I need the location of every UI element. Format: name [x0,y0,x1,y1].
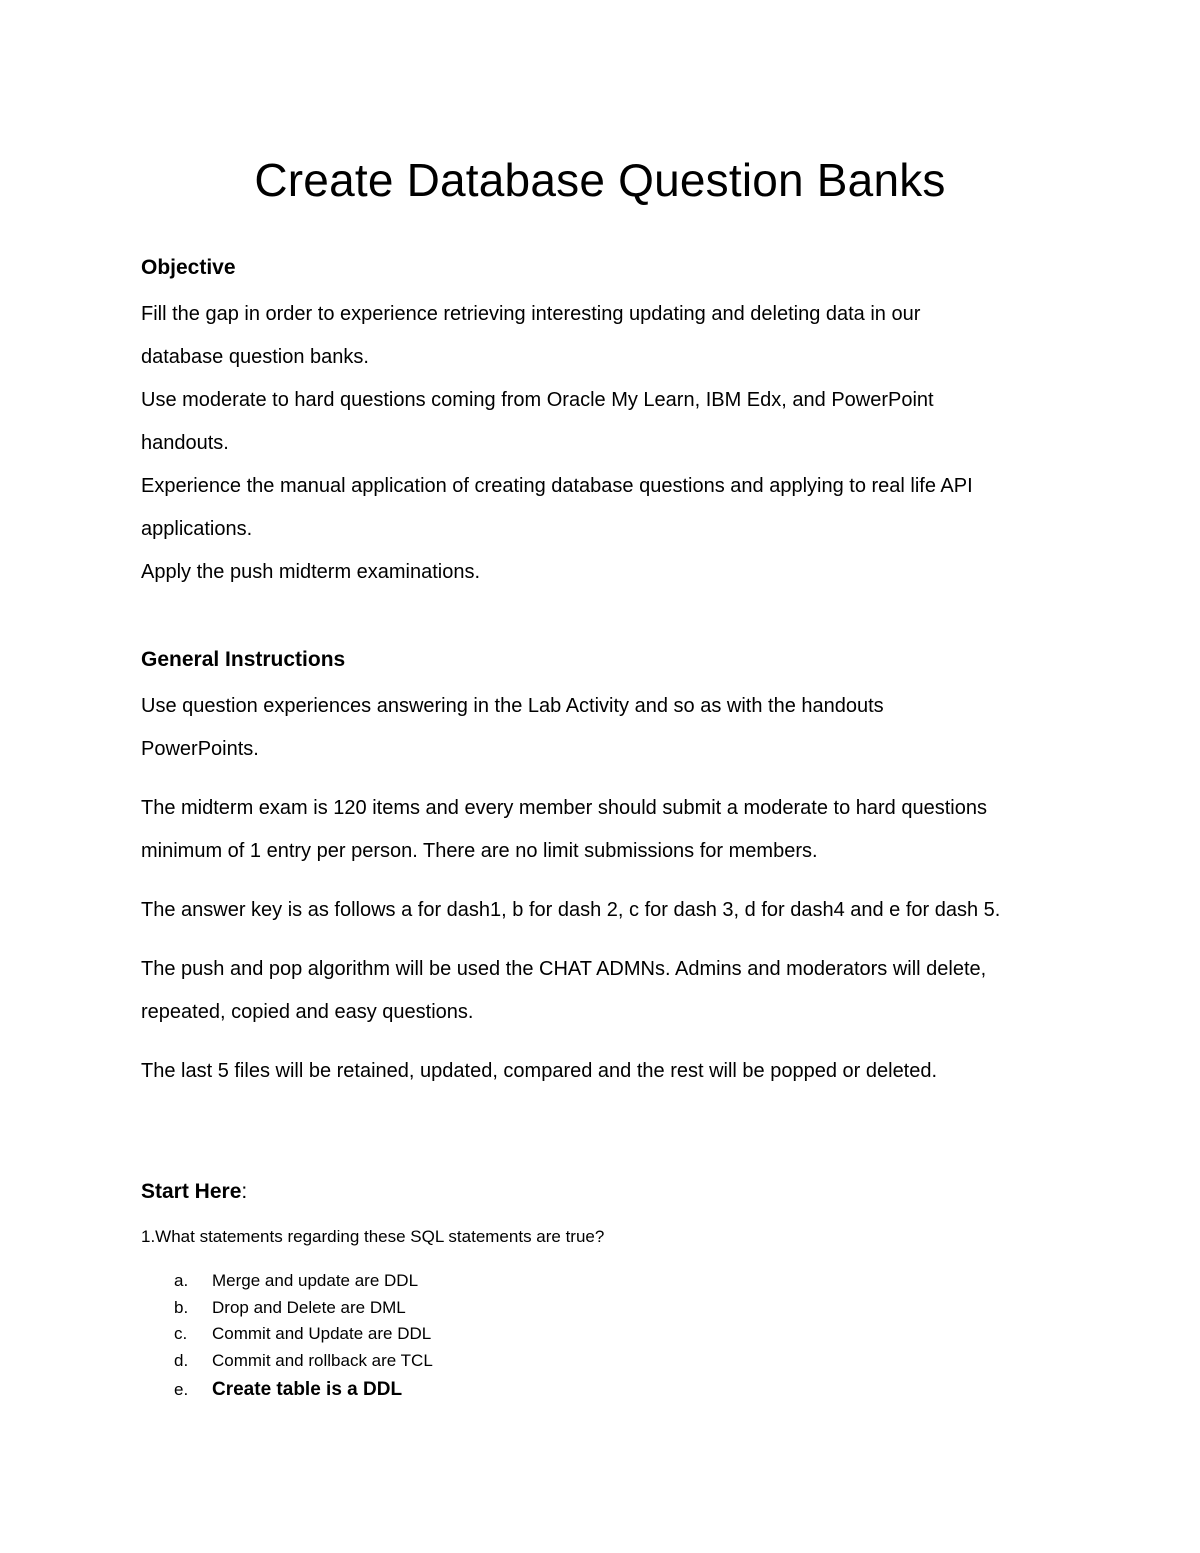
option-letter: d. [174,1351,189,1371]
answer-option [174,1348,433,1375]
objective-heading: Objective [141,256,236,279]
answer-options-list [174,1268,433,1405]
objective-line: applications. [141,518,253,540]
question-text: 1.What statements regarding these SQL statements are true? [141,1227,605,1246]
option-letter: b. [174,1297,189,1317]
option-letter: a. [174,1271,189,1290]
answer-option [174,1268,433,1295]
option-text: Merge and update are DDL [212,1271,419,1290]
objective-line: handouts. [141,432,229,454]
instruction-line: repeated, copied and easy questions. [141,1001,474,1023]
objective-line: Apply the push midterm examinations. [141,561,481,583]
instruction-line: The midterm exam is 120 items and every member should submit a moderate to hard questions [141,797,987,819]
instruction-line: The push and pop algorithm will be used the CHAT ADMNs. Admins and moderators will delete, [141,958,987,980]
option-text: Commit and Update are DDL [212,1324,432,1344]
instruction-line: Use question experiences answering in the Lab Activity and so as with the handouts [141,695,884,717]
option-text: Commit and rollback are TCL [212,1351,433,1371]
start-here-colon: : [241,1180,248,1203]
objective-line: Fill the gap in order to experience retrieving interesting updating and deleting data in our [141,303,921,325]
option-letter: c. [174,1324,188,1344]
option-letter: e. [174,1379,189,1399]
instruction-line: minimum of 1 entry per person. There are no limit submissions for members. [141,840,818,862]
answer-option [174,1295,433,1322]
answer-option [174,1321,433,1348]
instruction-line: The answer key is as follows a for dash1, b for dash 2, c for dash 3, d for dash4 and e for dash 5. [141,899,1001,921]
start-here-label: Start Here [141,1180,242,1203]
answer-option-correct [174,1375,433,1405]
start-here-heading [141,1178,247,1206]
objective-line: database question banks. [141,346,369,368]
objective-line: Use moderate to hard questions coming from Oracle My Learn, IBM Edx, and PowerPoint [141,389,934,411]
option-text: Drop and Delete are DML [212,1297,406,1317]
objective-line: Experience the manual application of creating database questions and applying to real life API [141,475,973,497]
general-instructions-heading: General Instructions [141,648,346,671]
instruction-line: PowerPoints. [141,738,259,760]
page-title: Create Database Question Banks [254,154,946,206]
option-text: Create table is a DDL [212,1378,403,1400]
instruction-line: The last 5 files will be retained, updated, compared and the rest will be popped or deleted. [141,1060,938,1082]
